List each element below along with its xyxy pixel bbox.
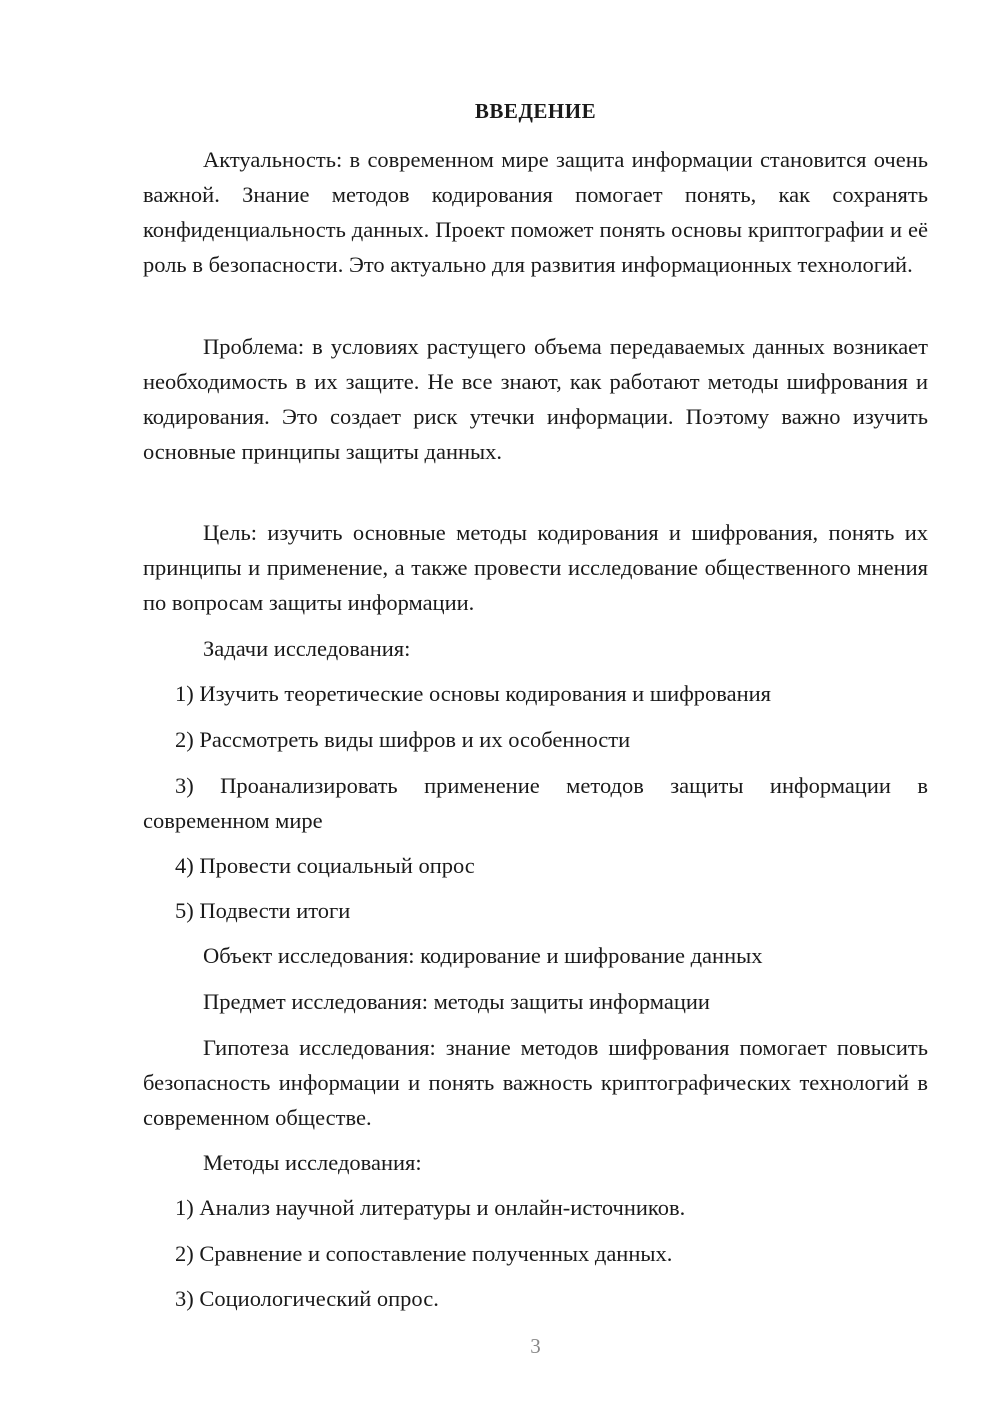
goal-paragraph: Цель: изучить основные методы кодирования и шифрования, понять их принципы и применение, а также провести исследование общественного мнения по вопросам защиты информации. — [143, 520, 928, 615]
hypothesis-paragraph: Гипотеза исследования: знание методов шифрования помогает повысить безопасность информации и понять важность криптографических технологий в современном обществе. — [143, 1035, 928, 1130]
method-item: 1) Анализ научной литературы и онлайн-источников. — [175, 1195, 686, 1220]
method-item: 2) Сравнение и сопоставление полученных данных. — [175, 1241, 673, 1266]
task-item: 1) Изучить теоретические основы кодирования и шифрования — [175, 681, 772, 706]
document-page — [143, 0, 928, 1414]
relevance-paragraph: Актуальность: в современном мире защита информации становится очень важной. Знание методов кодирования помогает понять, как сохранять конфиденциальность данных. Проект поможет понять основы криптографии и её роль в безопасности. Это актуально для развития информационных технологий. — [143, 147, 928, 277]
task-item: 5) Подвести итоги — [175, 898, 351, 923]
problem-paragraph: Проблема: в условиях растущего объема передаваемых данных возникает необходимость в их защите. Не все знают, как работают методы шифрования и кодирования. Это создает риск утечки информации. Поэтому важно изучить основные принципы защиты данных. — [143, 334, 928, 464]
task-item: 2) Рассмотреть виды шифров и их особенности — [175, 727, 631, 752]
research-subject: Предмет исследования: методы защиты информации — [203, 989, 710, 1014]
research-object: Объект исследования: кодирование и шифрование данных — [203, 943, 763, 968]
method-item: 3) Социологический опрос. — [175, 1286, 439, 1311]
task-item: 4) Провести социальный опрос — [175, 853, 475, 878]
section-title: ВВЕДЕНИЕ — [474, 99, 597, 123]
methods-heading: Методы исследования: — [203, 1150, 422, 1175]
task-item: 3) Проанализировать применение методов защиты информации в современном мире — [143, 773, 928, 833]
tasks-heading: Задачи исследования: — [203, 636, 411, 661]
page-number: 3 — [530, 1334, 541, 1358]
